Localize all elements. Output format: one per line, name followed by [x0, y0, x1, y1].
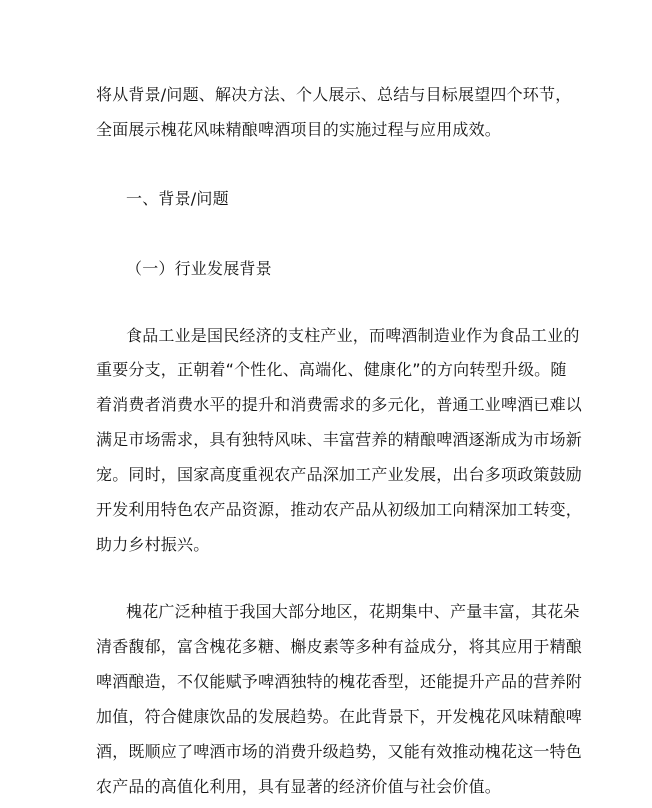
paragraph1-line-1: 食品工业是国民经济的支柱产业，而啤酒制造业作为食品工业的 — [126, 326, 580, 345]
paragraph2-line-2: 清香馥郁，富含槐花多糖、槲皮素等多种有益成分，将其应用于精酿 — [96, 637, 583, 656]
paragraph1-line-2: 重要分支，正朝着“个性化、高端化、健康化”的方向转型升级。随 — [96, 360, 567, 379]
paragraph1-line-3: 着消费者消费水平的提升和消费需求的多元化，普通工业啤酒已难以 — [96, 395, 583, 414]
paragraph1-line-5: 宠。同时，国家高度重视农产品深加工产业发展，出台多项政策鼓励 — [96, 465, 583, 484]
paragraph1-line-7: 助力乡村振兴。 — [96, 535, 210, 554]
paragraph1-line-4: 满足市场需求，具有独特风味、丰富营养的精酿啤酒逐渐成为市场新 — [96, 430, 583, 449]
intro-line-1: 将从背景/问题、解决方法、个人展示、总结与目标展望四个环节， — [96, 85, 572, 104]
paragraph1-line-6: 开发利用特色农产品资源，推动农产品从初级加工向精深加工转变， — [96, 500, 583, 519]
intro-line-2: 全面展示槐花风味精酿啤酒项目的实施过程与应用成效。 — [96, 120, 502, 139]
paragraph2-line-1: 槐花广泛种植于我国大部分地区，花期集中、产量丰富，其花朵 — [126, 602, 580, 621]
subsection-heading: （一）行业发展背景 — [126, 259, 272, 278]
paragraph2-line-4: 加值，符合健康饮品的发展趋势。在此背景下，开发槐花风味精酿啤 — [96, 707, 583, 726]
paragraph2-line-3: 啤酒酿造，不仅能赋予啤酒独特的槐花香型，还能提升产品的营养附 — [96, 672, 583, 691]
paragraph2-line-5: 酒，既顺应了啤酒市场的消费升级趋势，又能有效推动槐花这一特色 — [96, 742, 583, 761]
paragraph2-line-6: 农产品的高值化利用，具有显著的经济价值与社会价值。 — [96, 777, 502, 796]
section-heading: 一、背景/问题 — [126, 189, 229, 208]
